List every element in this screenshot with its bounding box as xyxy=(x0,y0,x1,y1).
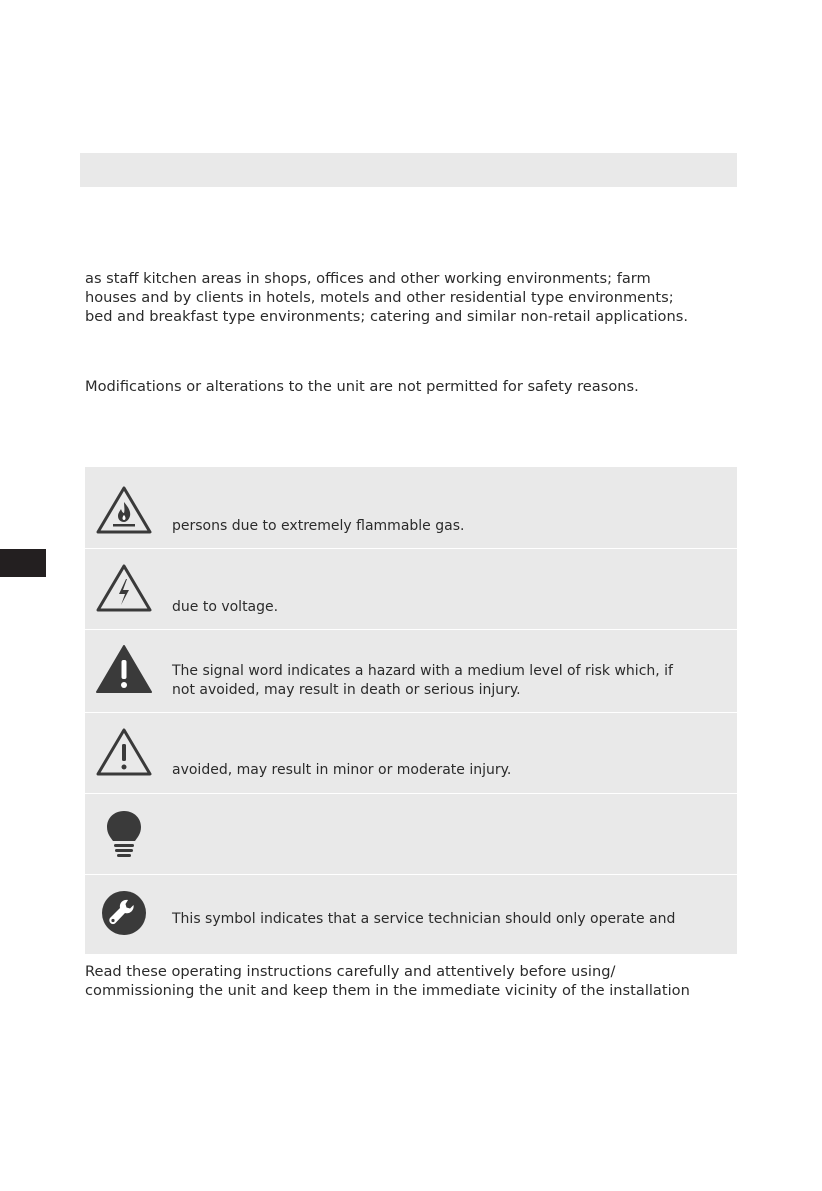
symbol-row-note xyxy=(85,794,737,875)
text-line: This symbol indicates that a service technician should only operate and xyxy=(172,911,676,927)
text-line: Modifications or alterations to the unit are not permitted for safety reasons. xyxy=(85,378,639,395)
symbol-row-flammable xyxy=(85,467,737,549)
text-line: as staff kitchen areas in shops, offices and other working environments; farm xyxy=(85,270,651,287)
electrical-voltage-warning-icon xyxy=(95,563,153,615)
symbol-description xyxy=(172,761,717,780)
symbol-row-service xyxy=(85,875,737,954)
lightbulb-icon xyxy=(95,808,153,860)
symbol-description xyxy=(172,662,717,700)
intended-use-paragraph xyxy=(85,269,745,326)
symbol-row-warning xyxy=(85,630,737,713)
symbol-description xyxy=(172,517,717,536)
text-line: bed and breakfast type environments; catering and similar non-retail applications. xyxy=(85,308,688,325)
text-line: persons due to extremely flammable gas. xyxy=(172,518,465,534)
text-line: not avoided, may result in death or serious injury. xyxy=(172,682,521,698)
text-line: commissioning the unit and keep them in the immediate vicinity of the installation xyxy=(85,982,690,999)
text-line: The signal word indicates a hazard with a medium level of risk which, if xyxy=(172,663,673,679)
symbol-row-voltage xyxy=(85,549,737,630)
flammable-gas-warning-icon xyxy=(95,485,153,537)
symbol-description xyxy=(172,910,717,929)
operating-instructions-paragraph xyxy=(85,962,745,1000)
symbol-row-caution xyxy=(85,713,737,794)
text-line: Read these operating instructions carefully and attentively before using/ xyxy=(85,963,616,980)
text-line: avoided, may result in minor or moderate injury. xyxy=(172,762,512,778)
safety-symbols-table xyxy=(85,467,737,954)
language-tab-marker xyxy=(0,549,46,577)
warning-filled-icon xyxy=(95,644,153,696)
wrench-service-icon xyxy=(95,888,153,940)
modifications-paragraph xyxy=(85,377,745,396)
symbol-description xyxy=(172,598,717,617)
section-header-band xyxy=(80,153,737,187)
text-line: due to voltage. xyxy=(172,599,279,615)
text-line: houses and by clients in hotels, motels and other residential type environments; xyxy=(85,289,674,306)
caution-outline-icon xyxy=(95,727,153,779)
